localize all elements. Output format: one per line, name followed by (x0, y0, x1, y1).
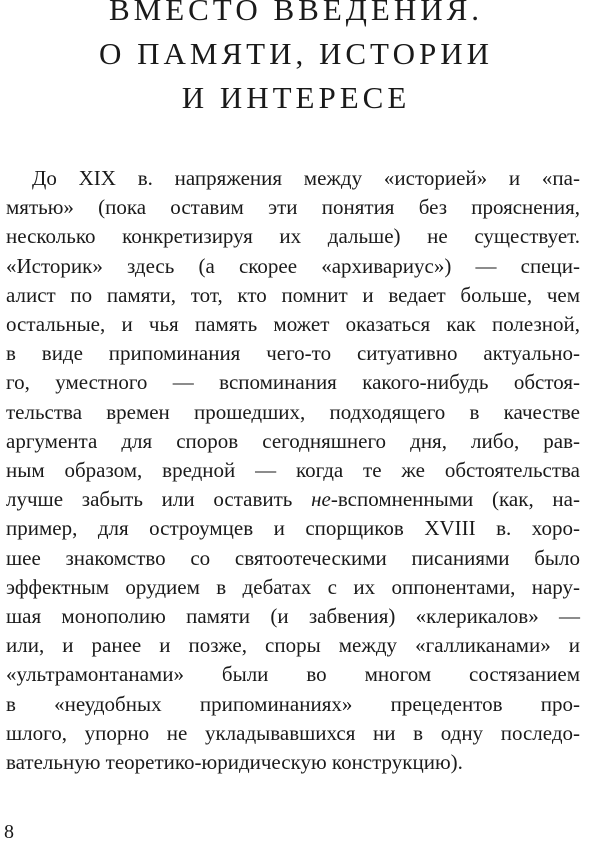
text-line: шее знакомство со святоотеческими писаниями было (6, 545, 580, 570)
text-line: в виде припоминания чего-то ситуативно актуально- (6, 341, 580, 366)
text-segment: -вспомненными (как, на- (330, 487, 580, 512)
text-line: вательную теоретико-юридическую конструкцию). (6, 750, 463, 775)
chapter-heading (0, 0, 592, 120)
body-paragraph (6, 164, 580, 777)
text-line: шлого, упорно не укладывавшихся ни в одну последо- (6, 720, 580, 745)
heading-line: И ИНТЕРЕСЕ (181, 80, 411, 115)
text-line: остальные, и чья память может оказаться как полезной, (6, 312, 580, 337)
text-line: или, и ранее и позже, споры между «галликанами» и (6, 633, 580, 658)
text-line: мятью» (пока оставим эти понятия без прояснения, (6, 195, 580, 220)
text-line: До XIX в. напряжения между «историей» и «па- (32, 166, 580, 190)
text-line: несколько конкретизируя их дальше) не существует. (6, 224, 580, 249)
text-line: «Историк» здесь (а скорее «архивариус») — специ- (6, 253, 580, 278)
text-line: ным образом, вредной — когда те же обстоятельства (6, 458, 580, 483)
text-line: тельства времен прошедших, подходящего в качестве (6, 399, 580, 424)
text-line: аргумента для споров сегодняшнего дня, либо, рав- (6, 428, 580, 453)
text-line: пример, для остроумцев и спорщиков XVIII в. хоро- (6, 516, 580, 541)
text-line: эффектным орудием в дебатах с их оппонентами, нару- (6, 574, 580, 599)
page-number: 8 (4, 821, 14, 843)
text-line: шая монополию памяти (и забвения) «клерикалов» — (6, 604, 580, 629)
text-line: «ультрамонтанами» были во многом состязанием (6, 662, 580, 687)
emphasis-text: не (311, 487, 331, 512)
text-line: го, уместного — вспоминания какого-нибудь обстоя- (6, 370, 580, 395)
text-line: алист по памяти, тот, кто помнит и ведает больше, чем (6, 282, 580, 307)
heading-line: О ПАМЯТИ, ИСТОРИИ (99, 36, 493, 71)
heading-line: ВМЕСТО ВВЕДЕНИЯ. (108, 0, 484, 27)
text-line: в «неудобных припоминаниях» прецедентов про- (6, 691, 580, 716)
text-segment: лучше забыть или оставить (6, 487, 312, 512)
text-line-with-emphasis (6, 485, 580, 514)
